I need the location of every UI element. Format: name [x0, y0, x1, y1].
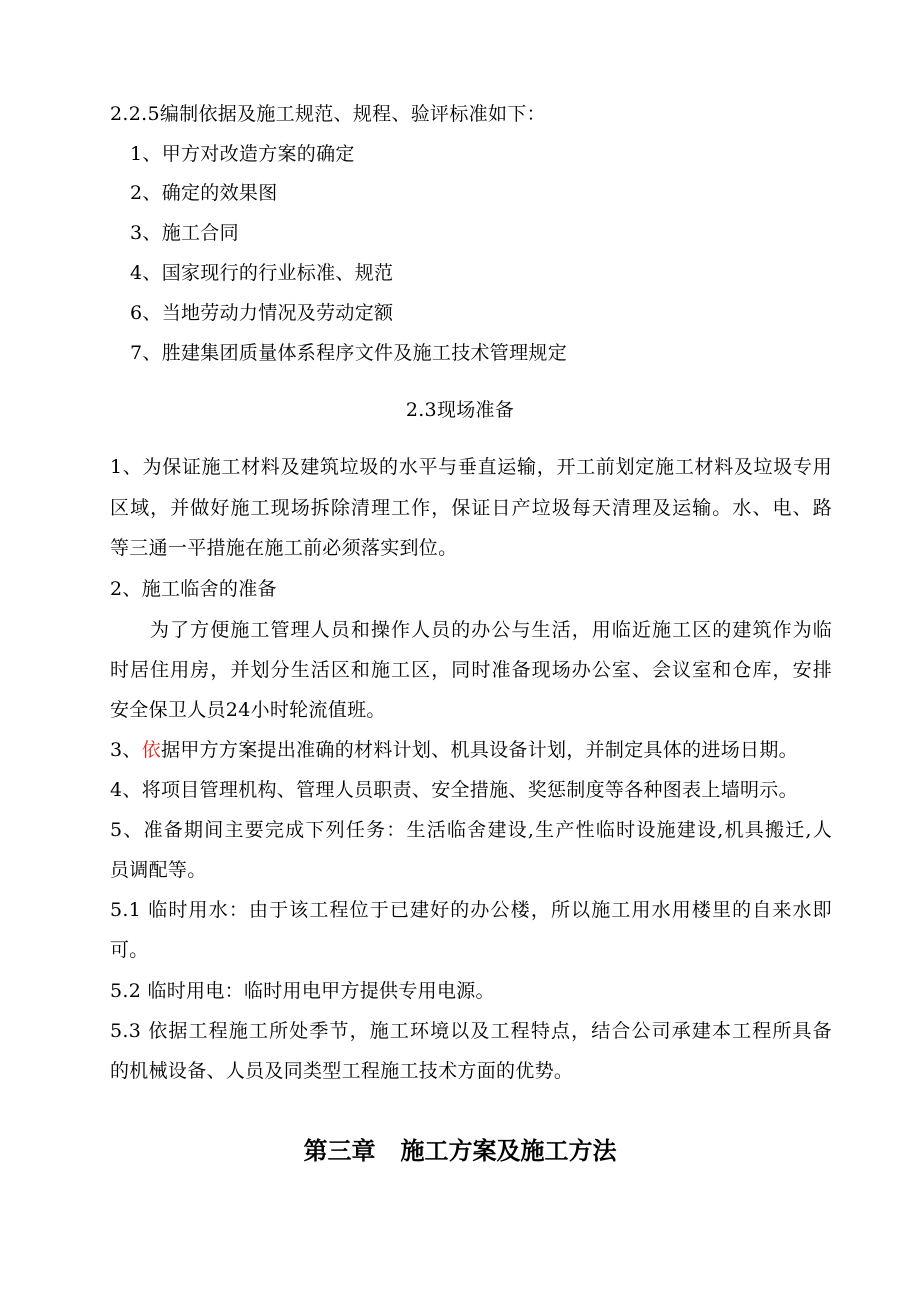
basis-item-4: 4、国家现行的行业标准、规范 — [130, 262, 394, 284]
prep-paragraph-5-line-2: 员调配等。 — [110, 859, 207, 881]
temporary-housing-line-3: 安全保卫人员24小时轮流值班。 — [110, 699, 386, 721]
chapter-number: 第三章 — [303, 1137, 376, 1165]
temporary-housing-heading: 2、施工临舍的准备 — [110, 578, 277, 600]
prep-paragraph-5-line-1: 5、准备期间主要完成下列任务：生活临舍建设,生产性临时设施建设,机具搬迁,人 — [110, 819, 832, 841]
temporary-water-line-1: 5.1 临时用水：由于该工程位于已建好的办公楼，所以施工用水用楼里的自来水即 — [110, 899, 832, 921]
temporary-housing-line-1: 为了方便施工管理人员和操作人员的办公与生活，用临近施工区的建筑作为临 — [150, 619, 832, 641]
basis-item-2: 2、确定的效果图 — [130, 182, 278, 204]
basis-item-3: 3、施工合同 — [130, 222, 239, 244]
construction-basis-line-2: 的机械设备、人员及同类型工程施工技术方面的优势。 — [110, 1060, 574, 1082]
chapter-3-heading — [0, 1136, 920, 1166]
section-2-2-5-heading: 2.2.5编制依据及施工规范、规程、验评标准如下： — [110, 103, 546, 125]
highlighted-character: 依 — [141, 739, 162, 761]
prep-paragraph-1-line-1: 1、为保证施工材料及建筑垃圾的水平与垂直运输，开工前划定施工材料及垃圾专用 — [110, 456, 832, 478]
prep-paragraph-1-line-3: 等三通一平措施在施工前必须落实到位。 — [110, 537, 458, 559]
chapter-title: 施工方案及施工方法 — [400, 1137, 617, 1165]
temporary-water-line-2: 可。 — [110, 939, 149, 961]
temporary-housing-line-2: 时居住用房，并划分生活区和施工区，同时准备现场办公室、会议室和仓库，安排 — [110, 659, 832, 681]
paragraph-3-number: 3、 — [110, 739, 142, 761]
prep-paragraph-4: 4、将项目管理机构、管理人员职责、安全措施、奖惩制度等各种图表上墙明示。 — [110, 779, 798, 801]
prep-paragraph-1-line-2: 区域，并做好施工现场拆除清理工作，保证日产垃圾每天清理及运输。水、电、路 — [110, 497, 832, 519]
temporary-power: 5.2 临时用电：临时用电甲方提供专用电源。 — [110, 980, 495, 1002]
construction-basis-line-1: 5.3 依据工程施工所处季节，施工环境以及工程特点，结合公司承建本工程所具备 — [110, 1020, 832, 1042]
paragraph-3-text: 据甲方方案提出准确的材料计划、机具设备计划，并制定具体的进场日期。 — [161, 739, 798, 761]
prep-paragraph-3 — [110, 738, 798, 762]
basis-item-6: 6、当地劳动力情况及劳动定额 — [130, 302, 394, 324]
basis-item-7: 7、胜建集团质量体系程序文件及施工技术管理规定 — [130, 342, 567, 364]
section-2-3-title: 2.3现场准备 — [405, 399, 515, 421]
basis-item-1: 1、甲方对改造方案的确定 — [130, 143, 355, 165]
